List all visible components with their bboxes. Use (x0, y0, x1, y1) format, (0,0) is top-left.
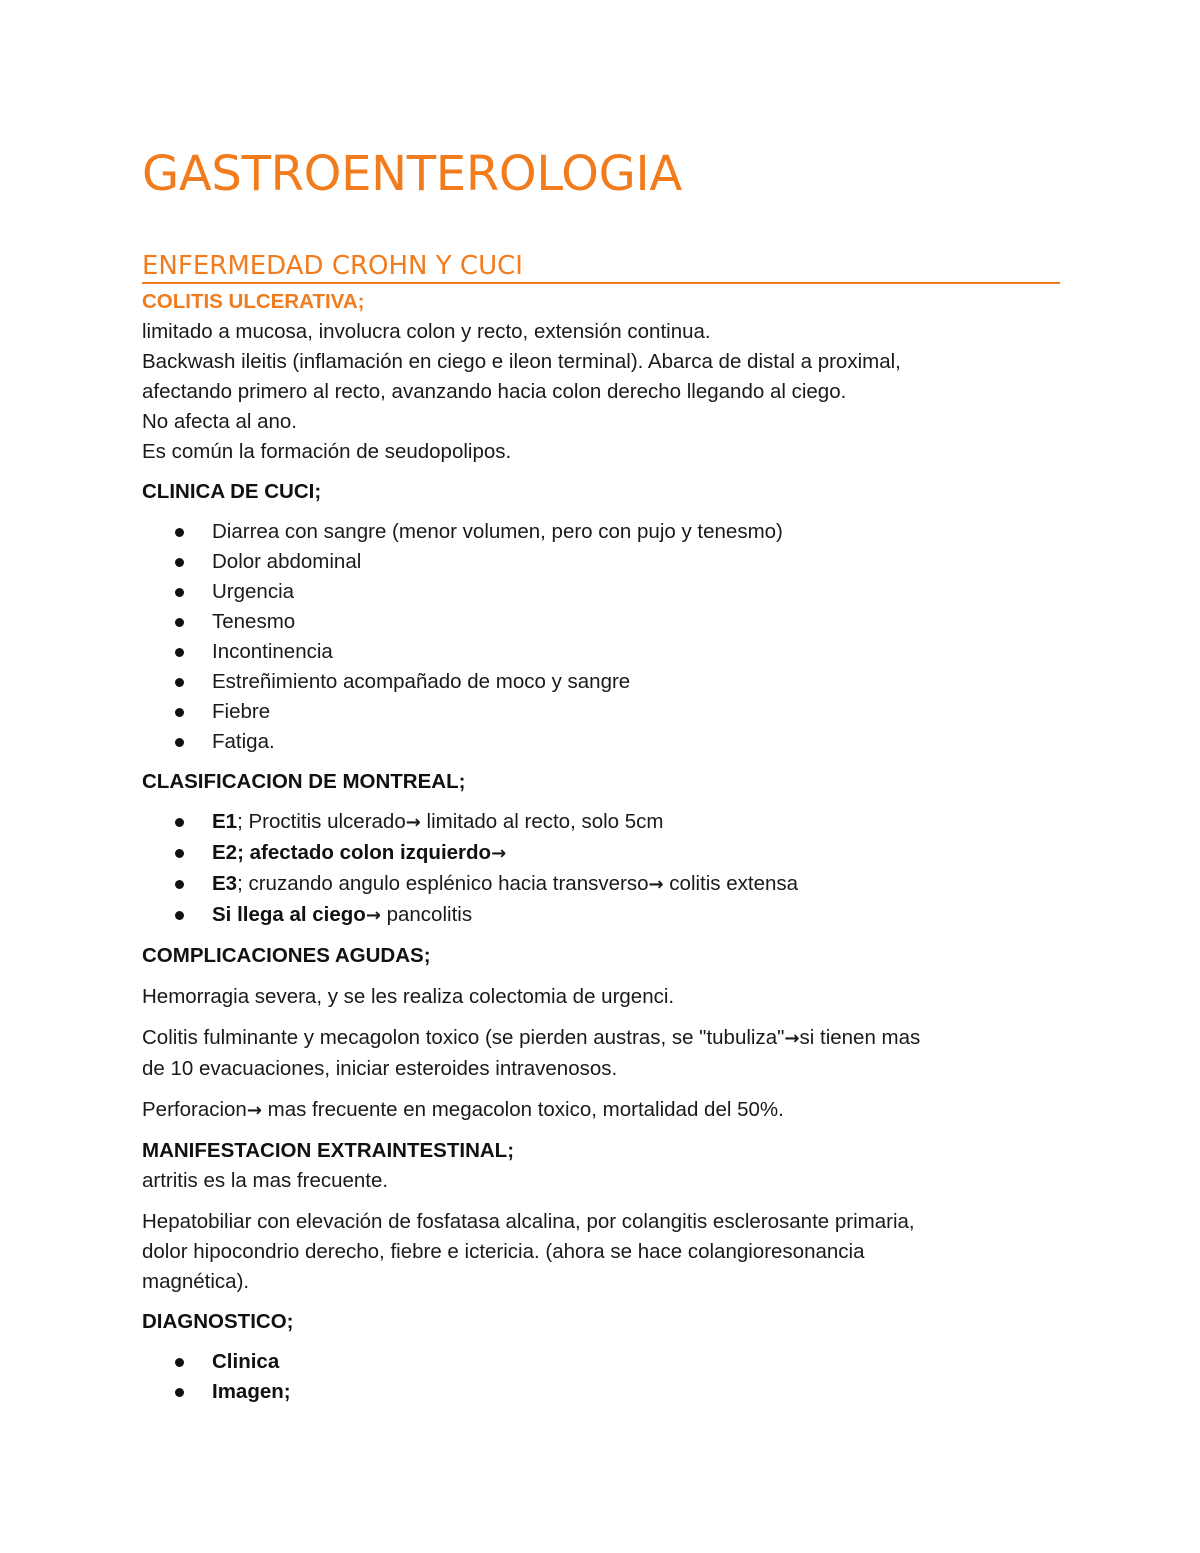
arrow-right-icon: → (491, 843, 507, 864)
document-content (142, 138, 1060, 1407)
bullet-icon (175, 849, 184, 858)
agudas-heading: COMPLICACIONES AGUDAS; (142, 944, 431, 967)
extra-p2-line-1: Hepatobiliar con elevación de fosfatasa alcalina, por colangitis esclerosante primaria, (142, 1210, 915, 1233)
list-item: Incontinencia (142, 637, 1060, 667)
bullet-icon (175, 708, 184, 717)
colitis-line-4: No afecta al ano. (142, 410, 297, 433)
extra-p2-line-3: magnética). (142, 1270, 250, 1293)
colitis-line-5: Es común la formación de seudopolipos. (142, 440, 512, 463)
bullet-icon (175, 528, 184, 537)
clinica-list (142, 517, 1060, 757)
bullet-icon (175, 911, 184, 920)
extra-p1: artritis es la mas frecuente. (142, 1169, 389, 1192)
montreal-list (142, 807, 1060, 931)
section-title: ENFERMEDAD CROHN Y CUCI (142, 250, 1060, 284)
arrow-right-icon: → (365, 905, 381, 926)
bullet-icon (175, 618, 184, 627)
bullet-icon (175, 678, 184, 687)
colitis-heading: COLITIS ULCERATIVA; (142, 290, 365, 313)
extra-heading: MANIFESTACION EXTRAINTESTINAL; (142, 1139, 515, 1162)
bullet-icon (175, 558, 184, 567)
agudas-p1: Hemorragia severa, y se les realiza colectomia de urgenci. (142, 985, 675, 1008)
arrow-right-icon: → (784, 1028, 800, 1049)
bullet-icon (175, 880, 184, 889)
list-item: E2; afectado colon izquierdo→ (142, 838, 1060, 869)
list-item: Dolor abdominal (142, 547, 1060, 577)
list-item: E1; Proctitis ulcerado→ limitado al recto, solo 5cm (142, 807, 1060, 838)
bullet-icon (175, 738, 184, 747)
list-item: Diarrea con sangre (menor volumen, pero con pujo y tenesmo) (142, 517, 1060, 547)
list-item: Imagen; (142, 1377, 1060, 1407)
list-item: E3; cruzando angulo esplénico hacia transverso→ colitis extensa (142, 869, 1060, 900)
bullet-icon (175, 588, 184, 597)
bullet-icon (175, 648, 184, 657)
list-item: Urgencia (142, 577, 1060, 607)
colitis-line-1: limitado a mucosa, involucra colon y recto, extensión continua. (142, 320, 711, 343)
clinica-heading: CLINICA DE CUCI; (142, 480, 322, 503)
extra-p2-line-2: dolor hipocondrio derecho, fiebre e ictericia. (ahora se hace colangioresonancia (142, 1240, 865, 1263)
list-item: Tenesmo (142, 607, 1060, 637)
arrow-right-icon: → (648, 874, 664, 895)
agudas-p2-line-1: Colitis fulminante y mecagolon toxico (se pierden austras, se "tubuliza"→si tienen mas (142, 1026, 921, 1049)
arrow-right-icon: → (246, 1100, 262, 1121)
list-item: Fiebre (142, 697, 1060, 727)
document-title: GASTROENTEROLOGIA (142, 146, 682, 202)
list-item: Si llega al ciego→ pancolitis (142, 900, 1060, 931)
list-item: Clinica (142, 1347, 1060, 1377)
bullet-icon (175, 1388, 184, 1397)
bullet-icon (175, 818, 184, 827)
arrow-right-icon: → (405, 812, 421, 833)
bullet-icon (175, 1358, 184, 1367)
diagnostico-heading: DIAGNOSTICO; (142, 1310, 294, 1333)
diagnostico-list (142, 1347, 1060, 1407)
list-item: Fatiga. (142, 727, 1060, 757)
agudas-p3: Perforacion→ mas frecuente en megacolon toxico, mortalidad del 50%. (142, 1098, 784, 1121)
colitis-line-3: afectando primero al recto, avanzando hacia colon derecho llegando al ciego. (142, 380, 847, 403)
montreal-heading: CLASIFICACION DE MONTREAL; (142, 770, 466, 793)
list-item: Estreñimiento acompañado de moco y sangre (142, 667, 1060, 697)
agudas-p2-line-2: de 10 evacuaciones, iniciar esteroides intravenosos. (142, 1057, 618, 1080)
colitis-line-2: Backwash ileitis (inflamación en ciego e ileon terminal). Abarca de distal a proximal, (142, 350, 901, 373)
